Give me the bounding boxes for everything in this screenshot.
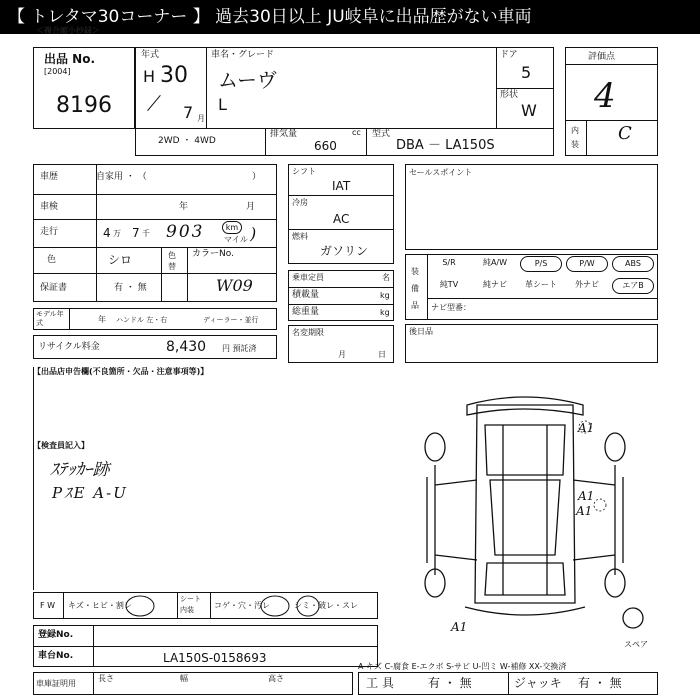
shape-label: 形状 <box>500 90 519 100</box>
after-label: 後日品 <box>409 327 433 336</box>
mark-side1: A1 <box>578 489 595 503</box>
shape-value: W <box>521 101 537 120</box>
cert-taka: 高さ <box>268 674 284 683</box>
equipment-row2-item: 革シート <box>525 280 557 289</box>
mark-front: A1 <box>578 421 595 435</box>
mileage-sen-unit: 千 <box>142 229 150 238</box>
cond-fw: F W <box>40 601 56 610</box>
equipment-row2-item: 純TV <box>439 280 459 289</box>
jack-label: ジャッキ <box>514 676 562 690</box>
equipment-row1-item: P/S <box>520 256 562 272</box>
mileage-km-circle <box>222 221 242 234</box>
model-year-year: 年 <box>98 315 106 324</box>
equipment-row2-item: 外ナビ <box>575 280 599 289</box>
nenshiki-year: 30 <box>160 63 188 88</box>
name-change-month: 月 <box>338 350 346 359</box>
cert-label: 車庫証明用 <box>36 679 76 688</box>
lot-number: 8196 <box>56 93 112 118</box>
displacement-label: 排気量 <box>270 129 298 139</box>
warranty-label: 保証書 <box>40 283 68 293</box>
sales-label: セールスポイント <box>409 168 473 177</box>
capacity-label: 乗車定員 <box>292 273 324 282</box>
mileage-sen: 7 <box>132 226 140 240</box>
model-year-handle: ハンドル 左・右 <box>116 316 168 324</box>
weight-label: 総重量 <box>292 307 320 317</box>
name-change-day: 日 <box>378 350 386 359</box>
mark-rear: A1 <box>451 620 468 634</box>
equipment-row2-item: エアB <box>612 278 654 294</box>
history-label: 車歴 <box>40 172 59 182</box>
nenshiki-label: 年式 <box>141 50 160 60</box>
chassis-value: LA150S-0158693 <box>163 651 267 665</box>
equipment-label: 装備品 <box>411 267 419 310</box>
inspector-line2: PｽE A-U <box>52 484 128 502</box>
cond-stain: コゲ・穴・汚レ <box>214 601 270 610</box>
car-grade: L <box>218 95 227 114</box>
chassis-label: 車台No. <box>38 651 74 661</box>
after-box <box>405 324 658 363</box>
load-unit: kg <box>380 291 390 300</box>
displacement-unit: cc <box>352 128 361 137</box>
history-close: ） <box>252 172 262 182</box>
equipment-row1-item: S/R <box>442 258 456 267</box>
cond-cloth: シミ・破レ・スレ <box>294 601 358 610</box>
door-value: 5 <box>521 63 532 82</box>
recycle-value: 8,430 <box>166 339 207 355</box>
tools-value: 有 ・ 無 <box>428 676 472 690</box>
shift-value: IAT <box>332 179 351 193</box>
color-code: W09 <box>216 276 253 295</box>
car-name: ムーヴ <box>218 68 277 92</box>
color-code-label: カラーNo. <box>192 249 234 259</box>
load-label: 積載量 <box>292 290 320 300</box>
weight-unit: kg <box>380 308 390 317</box>
lot-box <box>33 47 135 129</box>
shaken-month: 月 <box>246 202 256 212</box>
mileage-rest: 903 <box>166 222 205 242</box>
interior-value: C <box>618 123 632 144</box>
shift-label: シフト <box>292 167 316 176</box>
recycle-unit: 円 預託済 <box>222 344 257 353</box>
capacity-unit: 名 <box>382 273 390 282</box>
mileage-label: 走行 <box>40 227 59 237</box>
model-year-label: モデル年式 <box>36 310 64 327</box>
mileage-close: ) <box>250 224 257 243</box>
mark-side2: A1 <box>576 504 593 518</box>
cutoff-text: ＜複合縮小抄録＞ <box>36 26 100 35</box>
color-label: 色 <box>47 255 57 265</box>
condition-circles <box>120 592 320 622</box>
aircon-value: AC <box>333 212 350 226</box>
warranty-value: 有 ・ 無 <box>114 283 147 293</box>
equipment-row1-item: 純A/W <box>482 258 508 267</box>
banner: 【 トレタマ30コーナー 】 過去30日以上 JU岐阜に出品歴がない車両 <box>0 0 700 34</box>
lot-label: 出品 No. <box>44 52 96 66</box>
equipment-row1-item: ABS <box>612 256 654 272</box>
door-label: ドア <box>500 50 518 60</box>
drive-label: 2WD ・ 4WD <box>158 136 216 146</box>
shaken-year: 年 <box>179 202 189 212</box>
nenshiki-month: 7 <box>183 103 194 122</box>
score-label: 評価点 <box>588 52 616 62</box>
report-label: 【出品店申告欄(不良箇所・欠品・注意事項等)】 <box>33 367 209 376</box>
spare-label: スペア <box>624 640 648 649</box>
nenshiki-era: H <box>143 67 156 86</box>
cert-row <box>33 672 353 695</box>
lot-year-tag: [2004] <box>44 67 71 76</box>
model-type-value: DBA － LA150S <box>396 138 495 153</box>
equipment-row2-item: 純ナビ <box>483 280 507 289</box>
color-value: シロ <box>108 253 133 267</box>
tools-label: 工 具 <box>366 676 394 690</box>
fuel-value: ガソリン <box>320 244 369 258</box>
fuel-label: 燃料 <box>292 232 308 241</box>
recycle-label: リサイクル料金 <box>38 342 100 352</box>
car-diagram <box>405 385 645 635</box>
name-change-label: 名変期限 <box>292 328 324 337</box>
cert-naga: 長さ <box>98 674 114 683</box>
interior-label-1: 内 <box>571 126 579 135</box>
equipment-row1-item: P/W <box>566 256 608 272</box>
legend: A-キズ C-腐食 E-エクボ S-サビ U-凹ミ W-補修 XX-交換済 <box>358 662 567 671</box>
shaken-label: 車検 <box>40 202 59 212</box>
model-type-label: 型式 <box>372 129 391 139</box>
score-value: 4 <box>594 76 616 116</box>
registration-label: 登録No. <box>38 630 74 640</box>
mileage-man: 4 <box>103 226 111 240</box>
inspector-label: 【検査員記入】 <box>33 441 89 450</box>
jack-value: 有 ・ 無 <box>578 676 622 690</box>
mileage-man-unit: 万 <box>113 229 121 238</box>
cond-items: キズ・ヒビ・割レ <box>68 601 132 610</box>
aircon-label: 冷房 <box>292 198 308 207</box>
car-label: 車名・グレード <box>211 50 275 60</box>
equipment-nav-label: ナビ型番： <box>431 303 471 312</box>
history-value: 自家用 ・ （ <box>96 172 147 182</box>
mileage-mile: マイル <box>224 235 248 244</box>
inspector-line1: ｽﾃｯｶｰ跡 <box>50 460 110 480</box>
mileage-km: km <box>225 223 239 232</box>
cond-seat: シート内装 <box>180 595 201 614</box>
interior-label-2: 装 <box>571 140 579 149</box>
color-change-label: 色替 <box>168 251 176 271</box>
nenshiki-month-unit: 月 <box>197 114 205 123</box>
model-year-dealer: ディーラー・並行 <box>203 316 259 324</box>
displacement-value: 660 <box>314 139 337 153</box>
cert-haba: 幅 <box>180 674 188 683</box>
